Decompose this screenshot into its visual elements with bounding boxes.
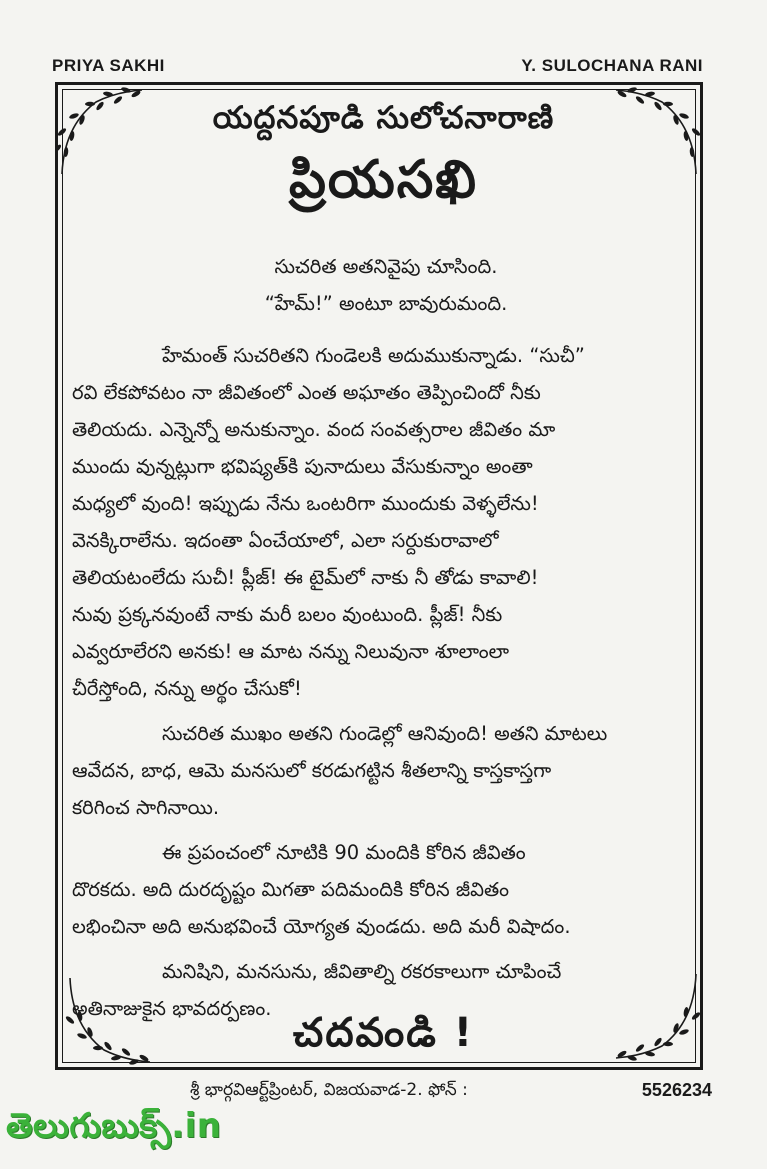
printer-name: శ్రీ భార్గవిఆర్ట్‌ప్రింటర్, విజయవాడ-2. ఫోన్ :: [190, 1080, 468, 1100]
paragraph-line: ఎవ్వరూలేరని అనకు! ఆ మాట నన్ను నిలువునా శూలాంలా: [72, 640, 510, 663]
paragraph-line: అతినాజుకైన భావదర్పణం.: [72, 997, 272, 1020]
paragraph-line: ఈ ప్రపంచంలో నూటికి 90 మందికి కోరిన జీవితం: [162, 841, 526, 864]
paragraph-line: నువు ప్రక్కనవుంటే నాకు మరీ బలం వుంటుంది. ప్లీజ్! నీకు: [72, 603, 503, 626]
intro-line: సుచరిత అతనివైపు చూసింది.: [274, 255, 498, 278]
paragraph-line: చీరేస్తోంది, నన్ను అర్థం చేసుకో!: [72, 677, 302, 700]
author-name-telugu: యద్దనపూడి సులోచనారాణి: [212, 100, 555, 136]
read-now-caption: చదవండి !: [292, 1010, 475, 1056]
paragraph-line: కరిగించ సాగినాయి.: [72, 796, 220, 819]
page-header: [0, 56, 767, 82]
intro-line: “హేమ్!” అంటూ బావురుమంది.: [264, 292, 508, 315]
paragraph-line: సుచరిత ముఖం అతని గుండెల్లో ఆనివుంది! అతని మాటలు: [162, 722, 608, 745]
paragraph-line: వెనక్కిరాలేను. ఇదంతా ఏంచేయాలో, ఎలా సర్దుకురావాలో: [72, 529, 499, 552]
paragraph-line: దొరకదు. అది దురదృష్టం మిగతా పదిమందికి కోరిన జీవితం: [72, 878, 510, 901]
phone-number: 5526234: [641, 1080, 712, 1100]
paragraph-line: హేమంత్ సుచరితని గుండెలకి అదుముకున్నాడు. “సుచీ”: [162, 344, 585, 367]
paragraph-line: తెలియదు. ఎన్నెన్నో అనుకున్నాం. వంద సంవత్సరాల జీవితం మా: [72, 418, 556, 441]
book-title-header: PRIYA SAKHI: [52, 56, 165, 75]
paragraph-line: మనిషిని, మనసును, జీవితాల్ని రకరకాలుగా చూపించే: [162, 960, 562, 983]
paragraph-line: లభించినా అది అనుభవించే యోగ్యత వుండదు. అది మరీ విషాదం.: [72, 915, 571, 938]
paragraph-line: ముందు వున్నట్లుగా భవిష్యత్‌కి పునాదులు వేసుకున్నాం అంతా: [72, 455, 533, 478]
paragraph-line: ఆవేదన, బాధ, ఆమె మనసులో కరడుగట్టిన శీతలాన్ని కాస్తకాస్తగా: [72, 759, 552, 782]
author-name-header: Y. SULOCHANA RANI: [521, 56, 703, 75]
printer-footer: [0, 1080, 767, 1108]
paragraph-line: తెలియటంలేదు సుచీ! ప్లీజ్! ఈ టైమ్‌లో నాకు నీ తోడు కావాలి!: [72, 566, 539, 589]
book-title: ప్రియసఖి: [288, 150, 479, 210]
site-watermark: తెలుగుబుక్స్.in: [6, 1106, 222, 1146]
paragraph-line: రవి లేకపోవటం నా జీవితంలో ఎంత అఘాతం తెప్పించిందో నీకు: [72, 381, 541, 404]
paragraph-line: మధ్యలో వుంది! ఇప్పుడు నేను ఒంటరిగా ముందుకు వెళ్ళలేను!: [72, 492, 539, 515]
